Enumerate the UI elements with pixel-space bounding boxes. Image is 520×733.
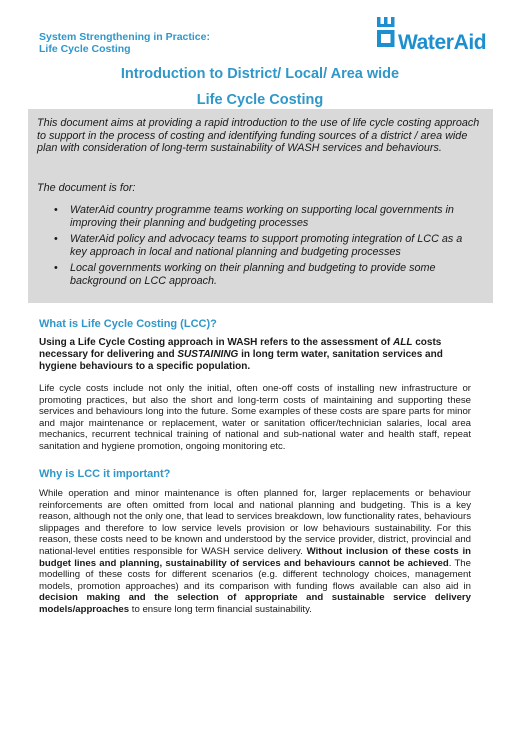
wateraid-logo	[377, 17, 497, 57]
audience-list	[58, 204, 478, 292]
importance-emphasis: decision making and the selection of appropriate and sustainable service delivery models/approaches	[39, 592, 471, 615]
importance-emphasis: Without inclusion of these costs in budget lines and planning, sustainability of services and behaviours cannot be achieved	[39, 545, 471, 569]
importance-text: . The modelling of these costs for different scenarios (e.g. different technology choices, management models, promotion approaches) and its comparison with funding flows available can also aid in	[39, 557, 471, 592]
series-header-line2: Life Cycle Costing	[39, 43, 131, 55]
document-title-line1: Introduction to District/ Local/ Area wide	[120, 66, 400, 82]
importance-text: to ensure long term financial sustainability.	[129, 603, 312, 615]
audience-item: • WaterAid policy and advocacy teams to support promoting integration of LCC as a key approach in local and national planning and budgeting processes	[58, 233, 478, 258]
logo-wordmark: WaterAid	[398, 31, 487, 54]
series-header	[39, 31, 299, 55]
summary-audience-label: The document is for:	[37, 182, 136, 194]
lcc-description-paragraph: Life cycle costs include not only the initial, often one-off costs of installing new infrastructure or promoting practices, but also the short and long-term costs of maintaining and supporting these services and behaviours long into the future. Some examples of these costs are spare parts for minor and major maintenance or replacement, water or sanitation officer/technician salaries, local area mechanics, recurrent technical training of national and sub-national water and health staff, repeat sanitation and hygiene promotion, ongoing monitoring etc.	[39, 383, 471, 452]
section-heading-what-is-lcc: What is Life Cycle Costing (LCC)?	[39, 318, 217, 330]
lcc-definition-part: in long term water, sanitation services and hygiene behaviours to a specific population.	[39, 349, 443, 372]
audience-item: • WaterAid country programme teams working on supporting local governments in improving their planning and budgeting processes	[58, 204, 478, 229]
lcc-definition-part: Using a Life Cycle Costing approach in WASH refers to the assessment of	[39, 337, 393, 348]
lcc-definition-emphasis: ALL	[392, 337, 413, 348]
summary-intro: This document aims at providing a rapid introduction to the use of life cycle costing approach to support in the process of costing and identifying funding sources of a district / area wide plan with consideration of long-term sustainability of WASH services and behaviours.	[37, 117, 480, 155]
section-heading-why-lcc-important: Why is LCC it important?	[39, 468, 171, 480]
importance-text: While operation and minor maintenance is often planned for, larger replacements or behaviour reinforcements are often omitted from local and national planning and budgeting. This is a key reason, although not the only one, that lead to services breakdown, low functionality rates, behaviours slippages and therefore to low service levels provision or low behaviours sustainability. For this reason, these costs need to be known and understood by the service provider, district, provincial and national-level entities responsible for WASH service delivery.	[39, 488, 471, 557]
summary-box	[28, 109, 493, 303]
lcc-definition	[39, 337, 469, 373]
lcc-importance-paragraph	[39, 488, 471, 616]
series-header-line1: System Strengthening in Practice:	[39, 31, 210, 43]
water-drop-logo-icon	[377, 17, 395, 47]
audience-item: • Local governments working on their planning and budgeting to provide some background on LCC approach.	[58, 262, 478, 287]
document-title-line2: Life Cycle Costing	[196, 92, 324, 108]
lcc-definition-part: costs necessary for delivering and	[39, 337, 442, 360]
lcc-definition-emphasis: SUSTAINING	[177, 349, 239, 360]
